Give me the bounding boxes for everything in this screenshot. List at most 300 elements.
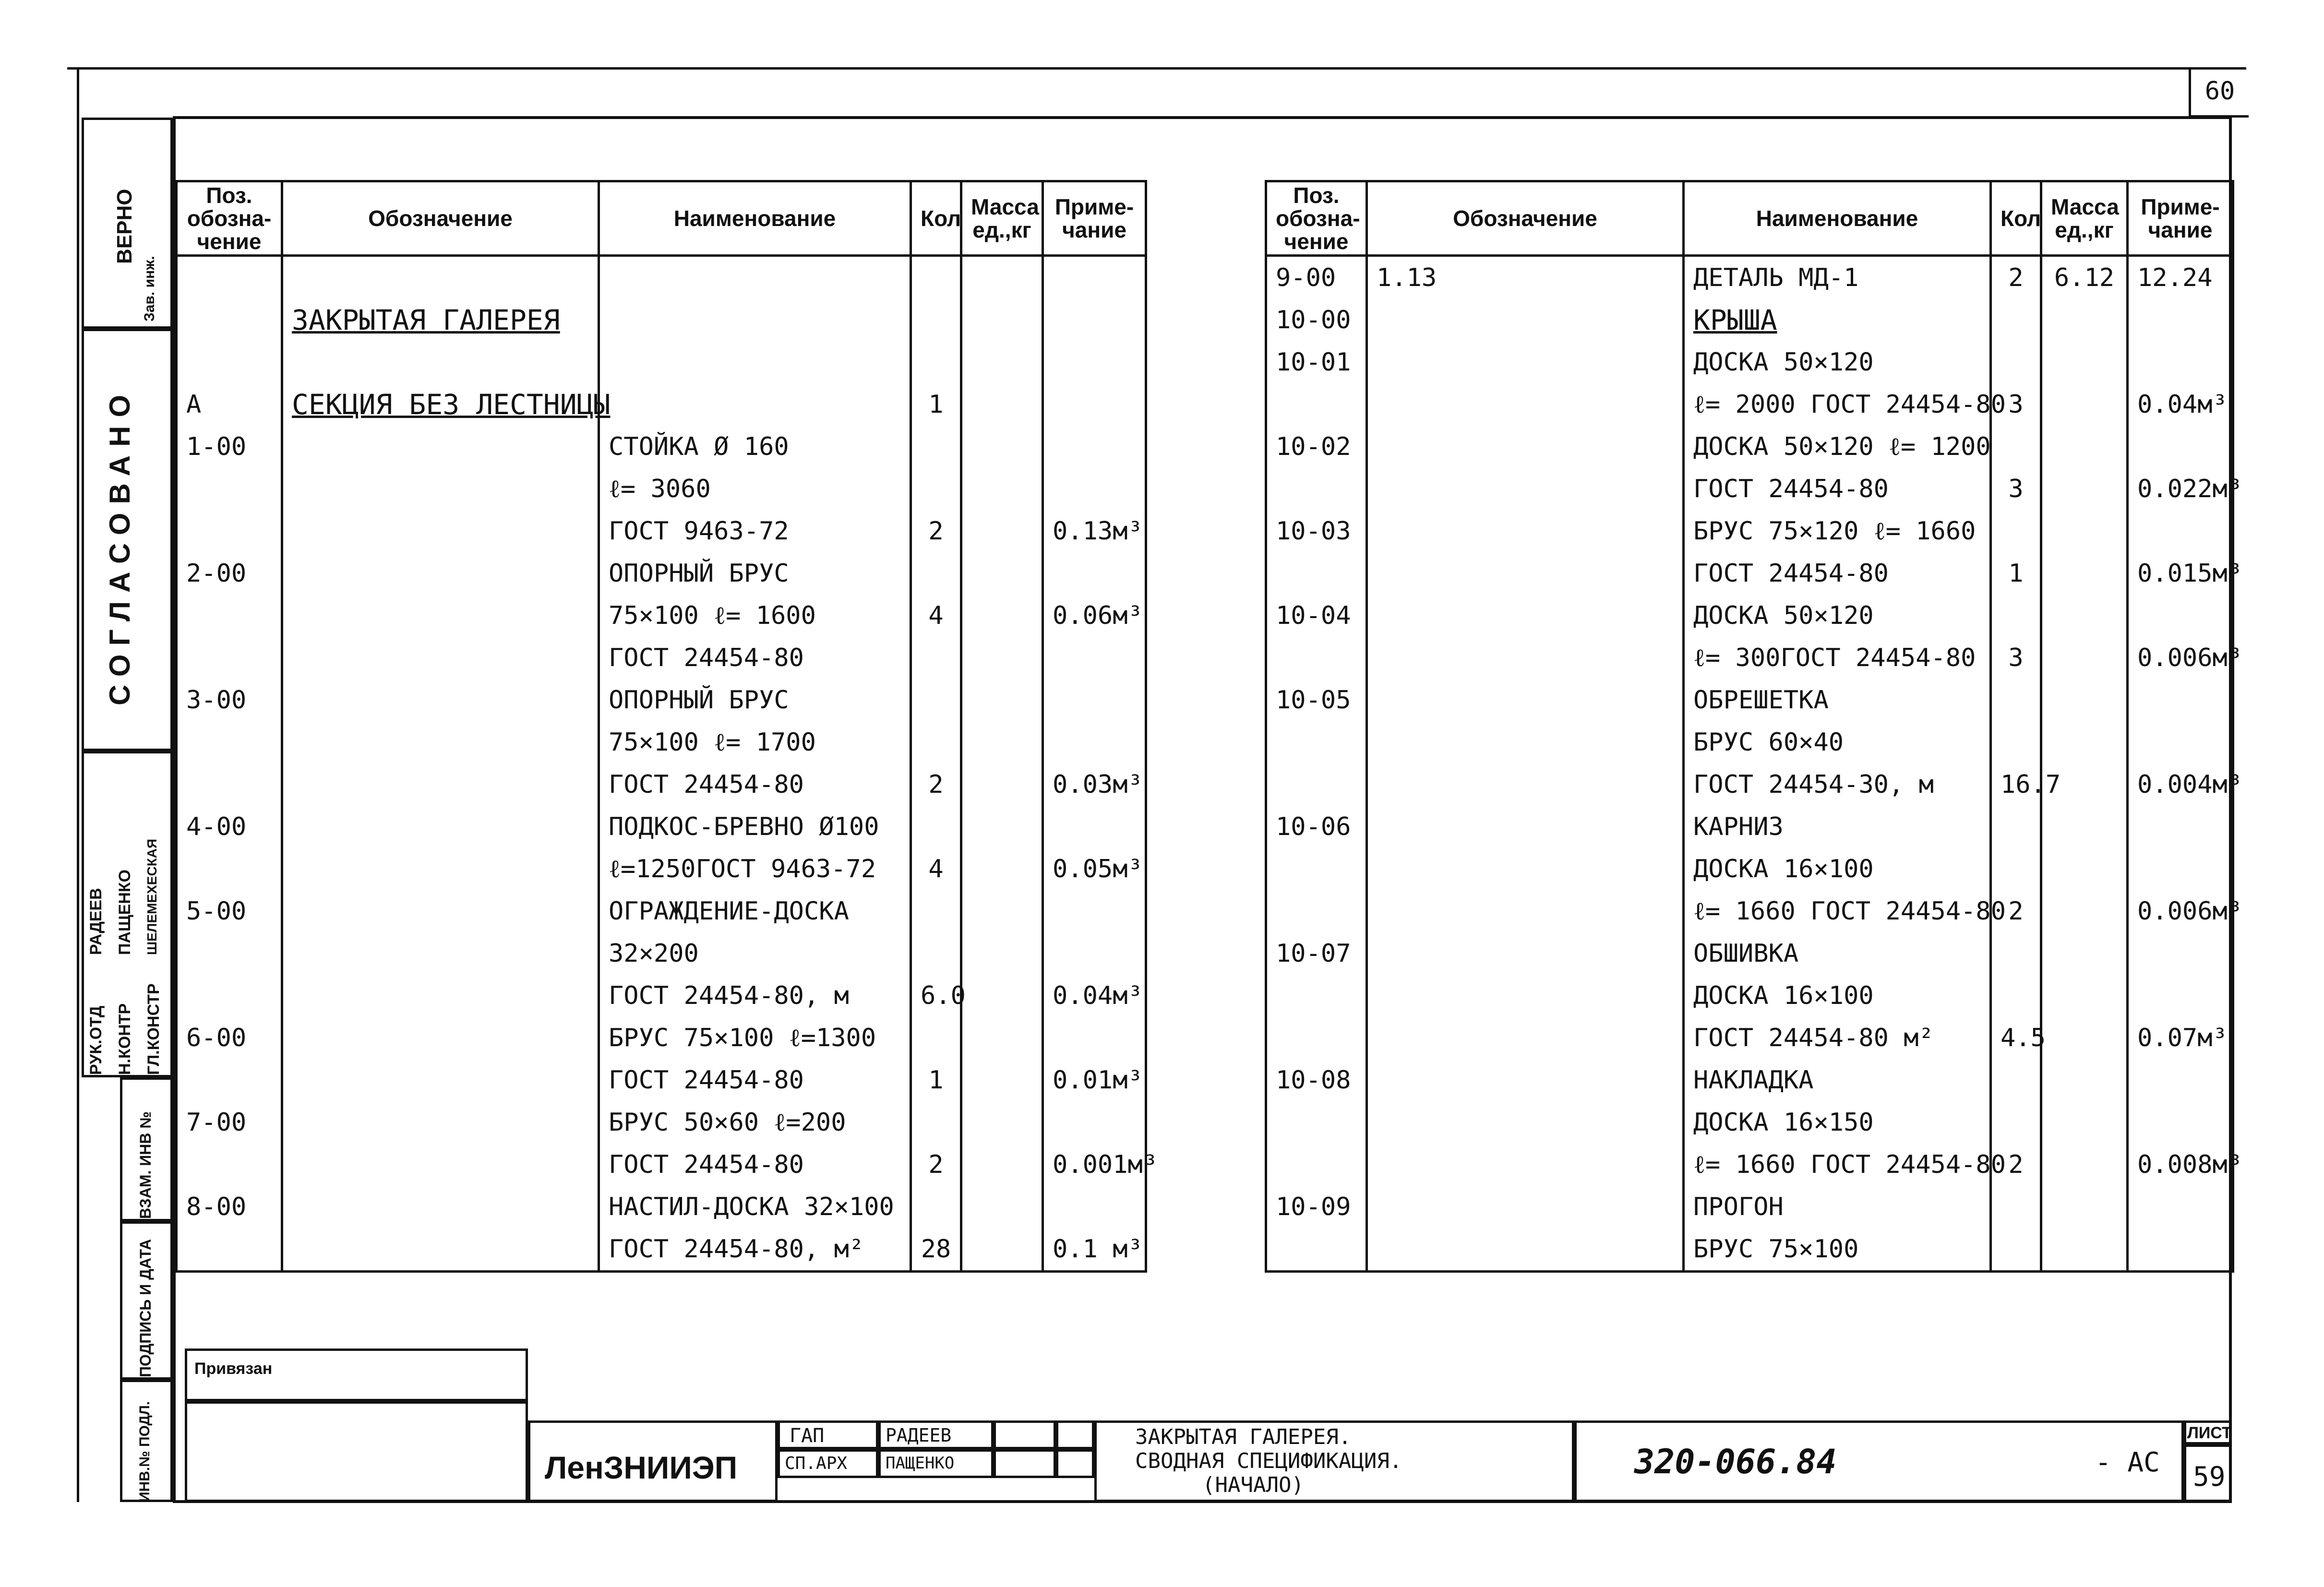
cell-designation [282,721,599,764]
table-row [177,595,1146,637]
cell-position: 10-02 [1266,426,1367,468]
cell-note [2128,426,2233,468]
cell-position [177,256,282,299]
cell-name: КРЫША [1684,299,1991,341]
sheet-label-cell [2184,1420,2232,1444]
left-spec-table [175,180,1158,1273]
inventory-label: ИНВ.№ ПОДЛ. [137,1401,153,1502]
cell-quantity [1991,1186,2041,1228]
cell-position: 6-00 [177,1017,282,1059]
cell-designation [282,806,599,848]
table-row [1266,256,2233,299]
name-radeev: РАДЕЕВ [87,888,105,955]
table-row [1266,552,2233,595]
cell-quantity: 6.0 [911,975,961,1017]
header-mass: Масса ед.,кг [2041,181,2128,256]
cell-note [2128,806,2233,848]
cell-mass [961,341,1043,383]
cell-mass [2041,890,2128,932]
cell-position: 5-00 [177,890,282,932]
cell-name: ℓ= 3060 [599,468,911,510]
cell-name: ДОСКА 50×120 [1684,595,1991,637]
cell-position: 10-01 [1266,341,1367,383]
cell-note: 0.01м³ [1043,1059,1146,1101]
cell-position [177,595,282,637]
cell-designation [282,1017,599,1059]
cell-name: ГОСТ 9463-72 [599,510,911,552]
left-header-row [177,181,1146,256]
cell-mass [2041,299,2128,341]
cell-note: 0.04м³ [2128,383,2233,426]
title-line-2: СВОДНАЯ СПЕЦИФИКАЦИЯ. [1135,1449,1402,1473]
table-row [1266,932,2233,975]
cell-name: ℓ= 300ГОСТ 24454-80 [1684,637,1991,679]
cell-quantity [911,299,961,341]
header-position: Поз. обозна- чение [177,181,282,256]
role-cell-2 [778,1449,878,1478]
cell-name: ОГРАЖДЕНИЕ-ДОСКА [599,890,911,932]
table-row [1266,1186,2233,1228]
cell-position [177,1059,282,1101]
cell-note [2128,1059,2233,1101]
header-designation: Обозначение [282,181,599,256]
table-row [1266,679,2233,721]
cell-quantity [1991,426,2041,468]
cell-position: 10-05 [1266,679,1367,721]
cell-note [1043,552,1146,595]
table-row [1266,1101,2233,1144]
table-row [177,806,1146,848]
cell-designation [282,426,599,468]
cell-name: ОПОРНЫЙ БРУС [599,679,911,721]
header-note: Приме- чание [2128,181,2233,256]
signature-date-label: ПОДПИСЬ И ДАТА [137,1239,154,1377]
role-arch: СП.АРХ [785,1454,848,1473]
cell-name: СТОЙКА Ø 160 [599,426,911,468]
cell-name: ПРОГОН [1684,1186,1991,1228]
cell-designation: 1.13 [1367,256,1684,299]
cell-name [599,256,911,299]
table-row [177,932,1146,975]
header-mass: Масса ед.,кг [961,181,1043,256]
cell-name: ДОСКА 16×100 [1684,848,1991,890]
cell-designation [282,679,599,721]
table-row [1266,299,2233,341]
cell-designation [1367,890,1684,932]
cell-mass [2041,595,2128,637]
cell-position [1266,552,1367,595]
cell-position [1266,1017,1367,1059]
cell-designation [282,975,599,1017]
name-arch: ПАЩЕНКО [886,1454,955,1473]
cell-note [1043,383,1146,426]
table-row [177,1144,1146,1186]
cell-name: ℓ=1250ГОСТ 9463-72 [599,848,911,890]
cell-note: 0.03м³ [1043,764,1146,806]
name-cell-2 [878,1449,994,1478]
cell-quantity [911,679,961,721]
cell-name: ГОСТ 24454-80 [599,1059,911,1101]
table-row [177,299,1146,341]
cell-note: 0.015м³ [2128,552,2233,595]
cell-mass [961,1228,1043,1272]
cell-note [1043,679,1146,721]
cell-quantity: 2 [1991,1144,2041,1186]
cell-note: 0.022м³ [2128,468,2233,510]
sheet-number-cell [2184,1444,2232,1502]
cell-mass [961,1144,1043,1186]
cell-note: 0.008м³ [2128,1144,2233,1186]
cell-position: 8-00 [177,1186,282,1228]
cell-quantity [911,468,961,510]
table-row [177,1059,1146,1101]
cell-position [1266,1144,1367,1186]
cell-mass [2041,1144,2128,1186]
table-row [177,890,1146,932]
cell-quantity [1991,595,2041,637]
cell-mass [961,256,1043,299]
role-gap: ГАП [790,1425,825,1447]
cell-quantity: 2 [911,1144,961,1186]
cell-name: ГОСТ 24454-80 [599,1144,911,1186]
cell-designation [282,1101,599,1144]
cell-quantity: 1 [1991,552,2041,595]
cell-designation: СЕКЦИЯ БЕЗ ЛЕСТНИЦЫ [282,383,599,426]
role-cell-1 [778,1420,878,1449]
cell-position [1266,890,1367,932]
cell-note: 0.004м³ [2128,764,2233,806]
cell-mass [961,299,1043,341]
cell-position [177,510,282,552]
cell-note: 0.1 м³ [1043,1228,1146,1272]
cell-position: 1-00 [177,426,282,468]
table-row [177,764,1146,806]
cell-mass [2041,1186,2128,1228]
cell-designation [282,256,599,299]
table-row [1266,468,2233,510]
cell-note [2128,299,2233,341]
right-header-row [1266,181,2233,256]
verified-stamp-box [82,118,173,329]
left-border-line [77,67,79,1502]
cell-name: ОПОРНЫЙ БРУС [599,552,911,595]
cell-quantity [911,341,961,383]
cell-designation [1367,341,1684,383]
cell-name: 75×100 ℓ= 1600 [599,595,911,637]
header-designation: Обозначение [1367,181,1684,256]
cell-name: ПОДКОС-БРЕВНО Ø100 [599,806,911,848]
cell-position [1266,721,1367,764]
cell-mass [961,468,1043,510]
cell-note [2128,721,2233,764]
name-gap: РАДЕЕВ [886,1425,952,1446]
cell-quantity: 4.5 [1991,1017,2041,1059]
cell-position [177,468,282,510]
cell-name: ГОСТ 24454-80 [1684,468,1991,510]
cell-position [177,637,282,679]
cell-designation [282,468,599,510]
cell-mass [961,890,1043,932]
org-cell [528,1420,778,1502]
cell-mass [961,637,1043,679]
cell-quantity [911,256,961,299]
cell-quantity: 3 [1991,468,2041,510]
table-row [177,1228,1146,1272]
cell-mass [2041,848,2128,890]
cell-position [177,848,282,890]
cell-note [2128,1228,2233,1272]
table-row [1266,341,2233,383]
cell-note: 0.04м³ [1043,975,1146,1017]
cell-quantity: 1 [911,383,961,426]
header-position: Поз. обозна- чение [1266,181,1367,256]
cell-position: А [177,383,282,426]
cell-designation [282,932,599,975]
cell-position: 3-00 [177,679,282,721]
cell-name: НАСТИЛ-ДОСКА 32×100 [599,1186,911,1228]
cell-quantity: 28 [911,1228,961,1272]
cell-name: ГОСТ 24454-30, м [1684,764,1991,806]
cell-quantity: 3 [1991,383,2041,426]
cell-designation [282,848,599,890]
cell-note [1043,1101,1146,1144]
cell-designation [282,1144,599,1186]
cell-designation [1367,383,1684,426]
cell-note [2128,932,2233,975]
table-row [1266,1228,2233,1272]
cell-mass [2041,1228,2128,1272]
cell-name: ℓ= 1660 ГОСТ 24454-80 [1684,890,1991,932]
cell-designation [282,552,599,595]
cell-name: БРУС 60×40 [1684,721,1991,764]
document-code: 320-066.84 [1634,1442,1837,1481]
cell-quantity [1991,932,2041,975]
cell-position: 4-00 [177,806,282,848]
org-name: ЛенЗНИИЭП [545,1450,738,1485]
table-row [1266,975,2233,1017]
cell-quantity [911,932,961,975]
table-row [177,468,1146,510]
cell-designation [1367,595,1684,637]
approved-label: СОГЛАСОВАНО [104,386,136,705]
cell-quantity: 2 [911,510,961,552]
cell-note [1043,1186,1146,1228]
cell-designation [1367,764,1684,806]
cell-mass [2041,341,2128,383]
cell-mass [2041,932,2128,975]
cell-note [1043,1017,1146,1059]
cell-position [1266,383,1367,426]
cell-note [1043,426,1146,468]
cell-quantity [1991,806,2041,848]
table-row [1266,1017,2233,1059]
cell-mass [2041,510,2128,552]
cell-note [1043,256,1146,299]
cell-quantity: 2 [911,764,961,806]
cell-name: НАКЛАДКА [1684,1059,1991,1101]
date-cell-2 [1056,1449,1094,1478]
cell-mass [2041,552,2128,595]
cell-position [1266,637,1367,679]
cell-name: КАРНИЗ [1684,806,1991,848]
cell-name: ℓ= 1660 ГОСТ 24454-80 [1684,1144,1991,1186]
cell-position [177,341,282,383]
cell-mass [2041,1059,2128,1101]
cell-mass [961,510,1043,552]
table-row [1266,721,2233,764]
cell-quantity: 2 [1991,256,2041,299]
cell-designation [282,595,599,637]
cell-note: 0.06м³ [1043,595,1146,637]
table-row [1266,806,2233,848]
table-row [177,341,1146,383]
cell-mass [961,1101,1043,1144]
cell-designation [1367,1228,1684,1272]
role-chief-designer: ГЛ.КОНСТР [144,983,163,1075]
cell-note [1043,637,1146,679]
cell-mass [961,383,1043,426]
cell-mass [961,1017,1043,1059]
cell-designation [1367,1017,1684,1059]
cell-name: ГОСТ 24454-80 [599,764,911,806]
cell-designation [282,341,599,383]
cell-name: БРУС 50×60 ℓ=200 [599,1101,911,1144]
cell-designation [282,1228,599,1272]
cell-mass [2041,1101,2128,1144]
cell-name: ГОСТ 24454-80, м [599,975,911,1017]
cell-note [1043,341,1146,383]
table-row [177,552,1146,595]
cell-designation [1367,848,1684,890]
table-row [1266,1144,2233,1186]
table-row [1266,510,2233,552]
sheet-corner-number: 60 [2189,67,2249,118]
cell-quantity [911,552,961,595]
linked-label: Привязан [194,1360,273,1378]
inventory-field [120,1380,173,1502]
cell-position [177,932,282,975]
table-row [1266,890,2233,932]
cell-position: 2-00 [177,552,282,595]
table-row [177,975,1146,1017]
cell-note: 0.006м³ [2128,890,2233,932]
header-name: Наименование [1684,181,1991,256]
cell-quantity: 4 [911,595,961,637]
cell-note [2128,595,2233,637]
cell-position: 10-07 [1266,932,1367,975]
cell-quantity [911,637,961,679]
cell-name [599,299,911,341]
name-chief: ШЕЛЕМЕХЕСКАЯ [144,838,159,955]
cell-designation [1367,1059,1684,1101]
cell-quantity: 3 [1991,637,2041,679]
linked-box [185,1348,528,1401]
cell-position [177,1228,282,1272]
cell-position [1266,848,1367,890]
title-line-3: (НАЧАЛО) [1202,1473,1304,1497]
cell-quantity [911,1186,961,1228]
table-row [177,426,1146,468]
signatures-box [82,751,173,1077]
cell-quantity [911,806,961,848]
role-norm-control: Н.КОНТР [116,1003,134,1075]
name-pashchenko: ПАЩЕНКО [116,869,134,955]
cell-note [1043,299,1146,341]
date-cell-1 [1056,1420,1094,1449]
cell-note [2128,1101,2233,1144]
cell-name: БРУС 75×120 ℓ= 1660 [1684,510,1991,552]
cell-mass [2041,383,2128,426]
cell-mass [2041,679,2128,721]
cell-position: 10-08 [1266,1059,1367,1101]
cell-note [2128,975,2233,1017]
cell-name: ГОСТ 24454-80 м² [1684,1017,1991,1059]
cell-name [599,383,911,426]
cell-note [2128,679,2233,721]
cell-designation [1367,975,1684,1017]
cell-name: ДЕТАЛЬ МД-1 [1684,256,1991,299]
cell-designation [1367,552,1684,595]
cell-mass [961,595,1043,637]
cell-position [177,721,282,764]
cell-designation [1367,721,1684,764]
cell-note: 0.006м³ [2128,637,2233,679]
cell-mass [2041,468,2128,510]
table-row [177,637,1146,679]
cell-name: ДОСКА 16×100 [1684,975,1991,1017]
cell-position [1266,1228,1367,1272]
cell-designation: ЗАКРЫТАЯ ГАЛЕРЕЯ [282,299,599,341]
cell-note [2128,848,2233,890]
table-row [177,510,1146,552]
cell-position: 10-06 [1266,806,1367,848]
cell-position: 10-00 [1266,299,1367,341]
cell-position: 10-03 [1266,510,1367,552]
table-row [1266,1059,2233,1101]
cell-name: ГОСТ 24454-80 [599,637,911,679]
cell-note [1043,890,1146,932]
cell-position [1266,975,1367,1017]
replacement-label: ВЗАМ. ИНВ № [137,1111,154,1219]
cell-designation [282,764,599,806]
right-spec-table [1265,180,2243,1273]
header-quantity: Кол [1991,181,2041,256]
sign-cell-2 [994,1449,1056,1478]
table-row [177,1017,1146,1059]
cell-mass [2041,637,2128,679]
verified-label: ВЕРНО [113,189,136,264]
cell-note [1043,932,1146,975]
sheet-number: 59 [2193,1461,2226,1492]
role-head: РУК.ОТД [87,1005,105,1075]
cell-quantity [911,890,961,932]
signature-date-field [120,1221,173,1380]
table-row [1266,637,2233,679]
cell-mass [961,1059,1043,1101]
approval-box [82,329,173,751]
cell-quantity [1991,721,2041,764]
cell-quantity: 2 [1991,890,2041,932]
table-row [1266,426,2233,468]
cell-designation [1367,679,1684,721]
cell-mass: 6.12 [2041,256,2128,299]
cell-position: 10-04 [1266,595,1367,637]
cell-quantity [911,1101,961,1144]
cell-name: ДОСКА 50×120 ℓ= 1200 [1684,426,1991,468]
cell-designation [1367,510,1684,552]
cell-designation [1367,299,1684,341]
cell-position: 9-00 [1266,256,1367,299]
